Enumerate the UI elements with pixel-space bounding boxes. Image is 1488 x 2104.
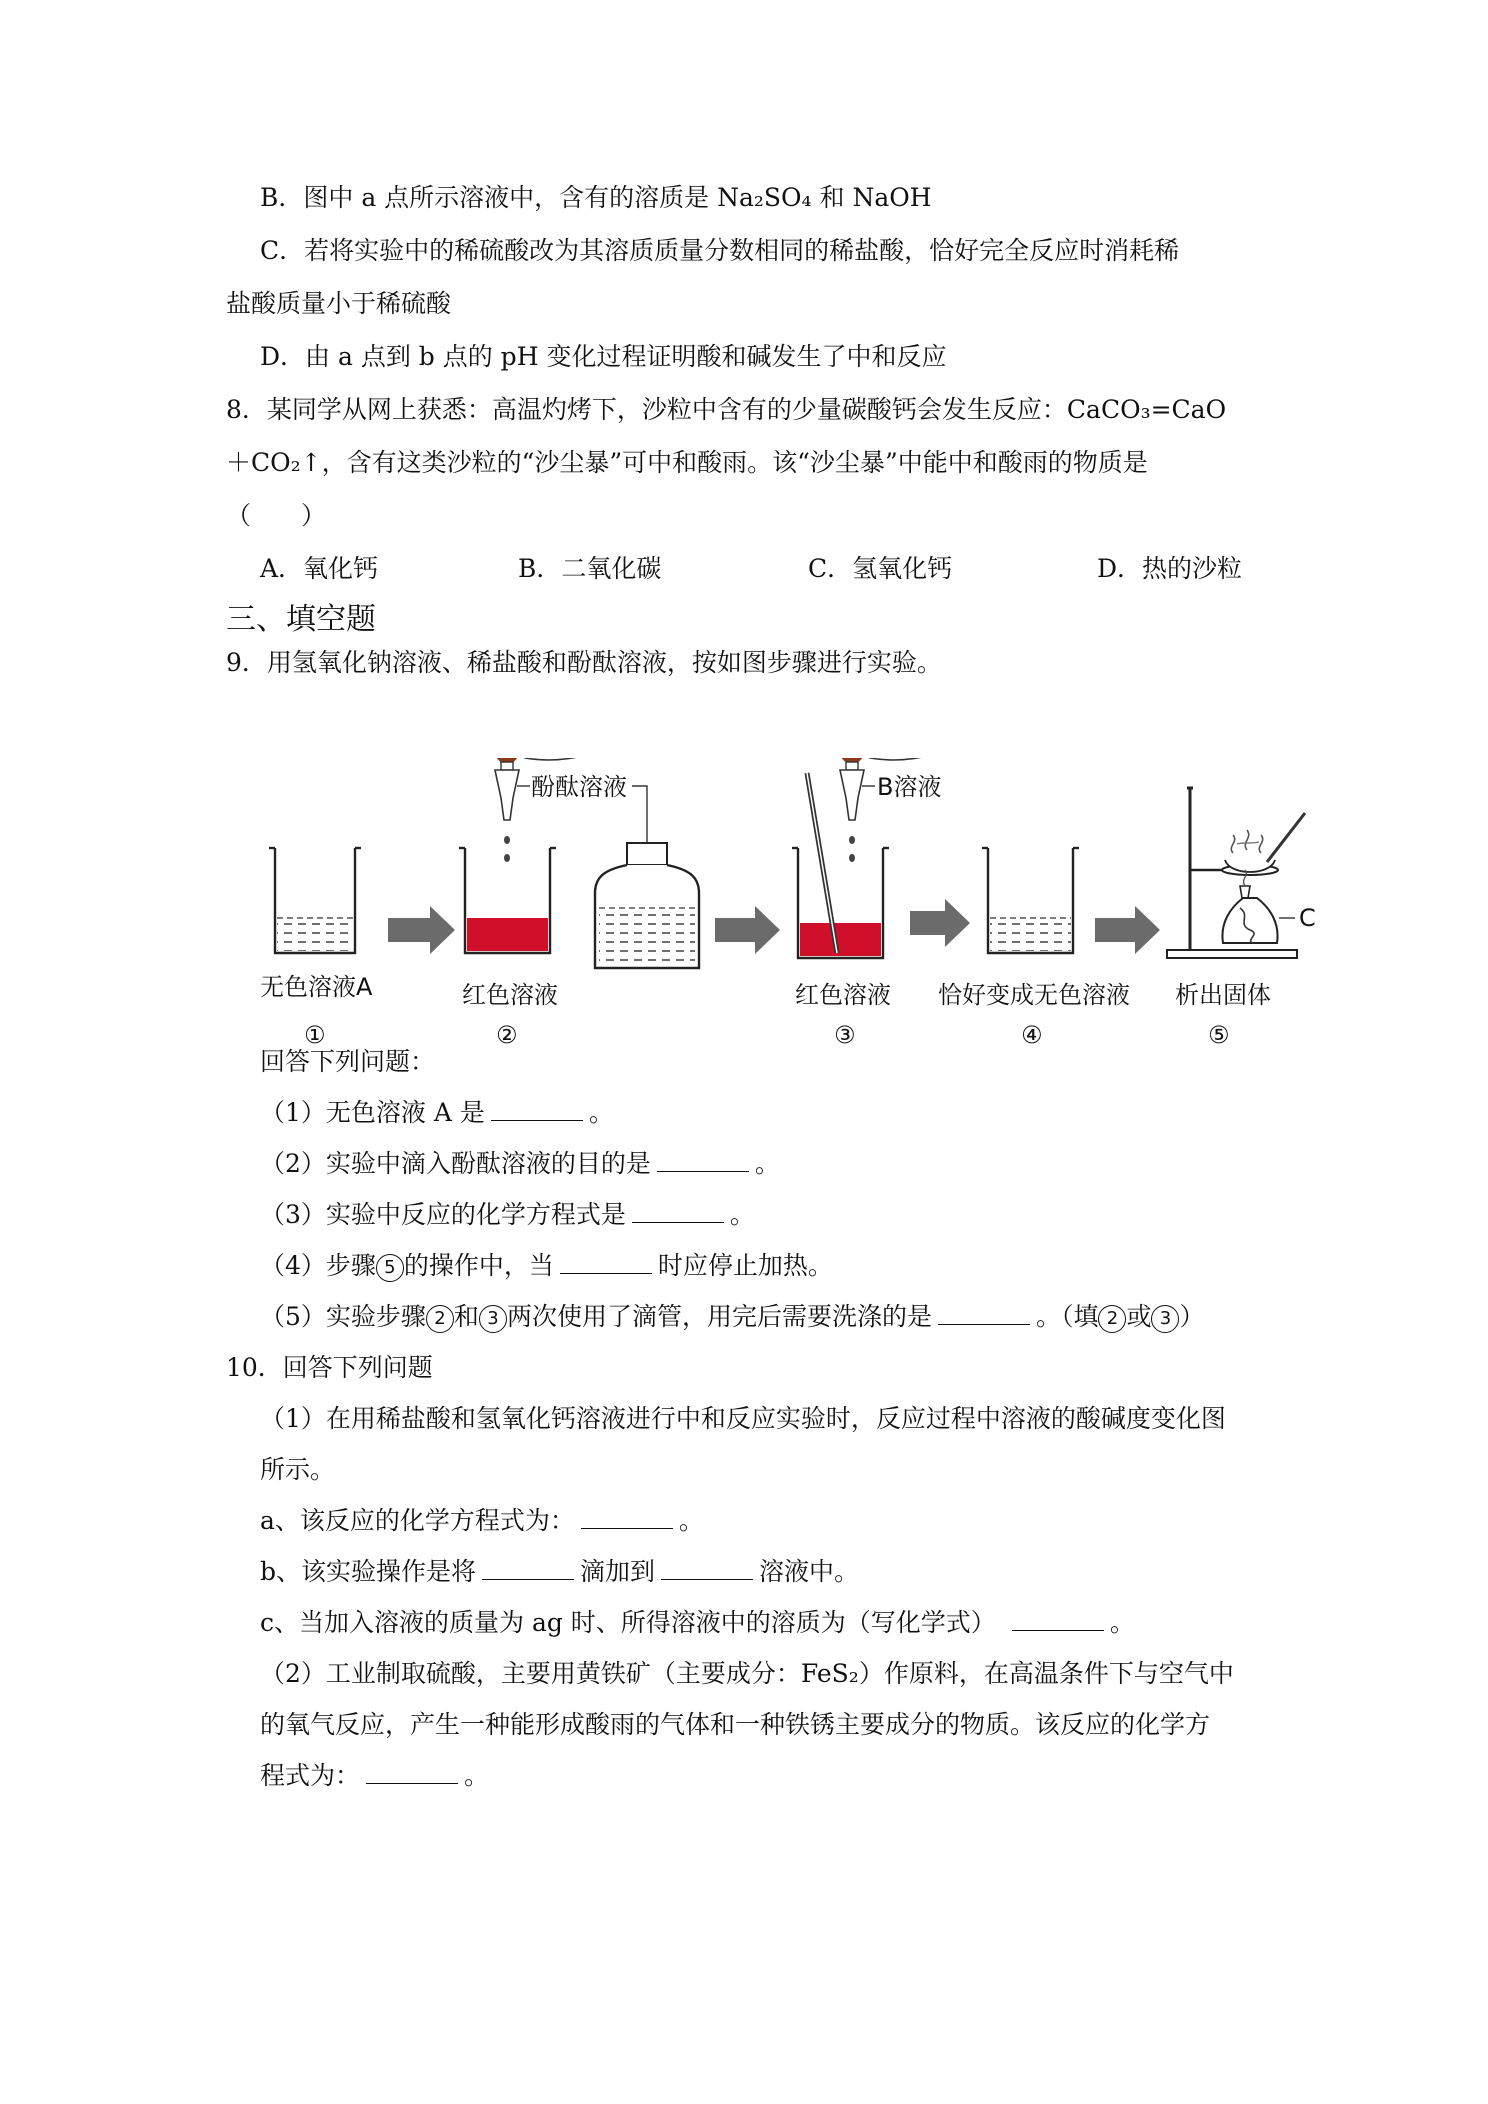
answer-blank[interactable]	[661, 1555, 753, 1580]
q8-answer-paren: （ ）	[226, 501, 327, 530]
answer-blank[interactable]	[491, 1096, 583, 1121]
q8-stem-line1: 8．某同学从网上获悉：高温灼烤下，沙粒中含有的少量碳酸钙会发生反应：CaCO₃=CaO	[226, 395, 1227, 424]
q10-part2-line2: 的氧气反应，产生一种能形成酸雨的气体和一种铁锈主要成分的物质。该反应的化学方	[260, 1710, 1211, 1739]
q7-option-b: B．图中 a 点所示溶液中，含有的溶质是 Na₂SO₄ 和 NaOH	[260, 183, 932, 212]
step-3-circled-choice: 3	[1151, 1305, 1179, 1333]
step-1-number: ①	[304, 1021, 326, 1049]
q10-c-end: 。	[1109, 1608, 1135, 1637]
q10-c-text: c、当加入溶液的质量为 ag 时、所得溶液中的溶质为（写化学式）	[260, 1608, 996, 1637]
arrow-2	[715, 906, 780, 954]
answer-blank[interactable]	[366, 1759, 458, 1784]
q8-stem-line2: ＋CO₂↑，含有这类沙粒的“沙尘暴”可中和酸雨。该“沙尘暴”中能中和酸雨的物质是	[226, 448, 1148, 477]
q9-sub4-end: 时应停止加热。	[657, 1251, 833, 1280]
q8-option-b: B．二氧化碳	[518, 554, 662, 583]
evaporation-setup	[1167, 788, 1305, 958]
q10-part1-line2: 所示。	[260, 1455, 336, 1484]
q9-sub2	[260, 1147, 780, 1181]
q9-sub5-or: 或	[1126, 1302, 1152, 1331]
q10-a	[260, 1504, 704, 1538]
answer-blank[interactable]	[560, 1249, 652, 1274]
answer-blank[interactable]	[632, 1198, 724, 1223]
q9-sub2-end: 。	[754, 1149, 780, 1178]
q9-sub4-text: （4）步骤	[260, 1251, 376, 1280]
q7-option-c-line2: 盐酸质量小于稀硫酸	[226, 289, 452, 318]
reagent-bottle	[595, 843, 699, 968]
beaker-3	[792, 773, 889, 958]
q10-b-text: b、该实验操作是将	[260, 1557, 477, 1586]
answer-blank[interactable]	[581, 1504, 673, 1529]
step-3-caption: 红色溶液	[795, 981, 891, 1009]
q8-option-a: A．氧化钙	[260, 554, 379, 583]
step-4-caption: 恰好变成无色溶液	[938, 981, 1130, 1009]
q9-sub5-close: ）	[1179, 1302, 1205, 1331]
q9-sub3	[260, 1198, 755, 1232]
q9-sub3-end: 。	[729, 1200, 755, 1229]
answer-blank[interactable]	[657, 1147, 749, 1172]
step-2-circled-choice: 2	[1098, 1305, 1126, 1333]
step-4-number: ④	[1021, 1021, 1043, 1049]
answer-blank[interactable]	[938, 1300, 1030, 1325]
step-3-circled: 3	[479, 1305, 507, 1333]
q10-part2-line3-end: 。	[464, 1761, 490, 1790]
q8-option-c: C．氢氧化钙	[808, 554, 953, 583]
q10-stem: 10．回答下列问题	[226, 1353, 433, 1382]
experiment-figure	[255, 758, 1335, 1058]
q9-sub2-text: （2）实验中滴入酚酞溶液的目的是	[260, 1149, 651, 1178]
q7-option-c-line1: C．若将实验中的稀硫酸改为其溶质质量分数相同的稀盐酸，恰好完全反应时消耗稀	[260, 236, 1180, 265]
answer-blank[interactable]	[1012, 1606, 1104, 1631]
q10-b-end: 溶液中。	[759, 1557, 860, 1586]
q10-a-end: 。	[678, 1506, 704, 1535]
section-heading: 三、填空题	[226, 602, 376, 637]
step-3-number: ③	[834, 1021, 856, 1049]
step-2-number: ②	[496, 1021, 518, 1049]
q9-sub4-mid: 的操作中，当	[403, 1251, 554, 1280]
q9-sub1-text: （1）无色溶液 A 是	[260, 1098, 485, 1127]
step-5-circled: 5	[376, 1254, 404, 1282]
arrow-1	[388, 906, 455, 954]
q10-c	[260, 1606, 1135, 1640]
q10-b	[260, 1555, 859, 1589]
step-2-circled: 2	[426, 1305, 454, 1333]
q7-option-d: D．由 a 点到 b 点的 pH 变化过程证明酸和碱发生了中和反应	[260, 342, 947, 371]
q9-sub5-mid: 两次使用了滴管，用完后需要洗涤的是	[506, 1302, 932, 1331]
q10-part2-line1: （2）工业制取硫酸，主要用黄铁矿（主要成分：FeS₂）作原料，在高温条件下与空气中	[260, 1659, 1234, 1688]
q9-prompt: 回答下列问题：	[260, 1047, 436, 1076]
beaker-4	[982, 848, 1079, 953]
q9-sub5-and: 和	[453, 1302, 479, 1331]
step-5-caption: 析出固体	[1175, 981, 1271, 1009]
q9-sub5-fill: 。（填	[1035, 1302, 1099, 1331]
q10-part2-line3	[260, 1759, 489, 1793]
beaker-1	[269, 848, 361, 953]
arrow-3	[910, 899, 970, 947]
step-2-caption: 红色溶液	[462, 981, 558, 1009]
q10-part1-line1: （1）在用稀盐酸和氢氧化钙溶液进行中和反应实验时，反应过程中溶液的酸碱度变化图	[260, 1404, 1226, 1433]
q9-sub1	[260, 1096, 614, 1130]
red-solution-3	[800, 923, 881, 956]
dropper-2-label: B溶液	[877, 773, 942, 801]
red-solution-2	[467, 918, 548, 951]
step-5-number: ⑤	[1208, 1021, 1230, 1049]
q9-sub3-text: （3）实验中反应的化学方程式是	[260, 1200, 626, 1229]
q9-sub4	[260, 1249, 833, 1283]
q9-sub5	[260, 1300, 1205, 1334]
q9-stem: 9．用氢氧化钠溶液、稀盐酸和酚酞溶液，按如图步骤进行实验。	[226, 648, 942, 677]
q8-option-d: D．热的沙粒	[1097, 554, 1243, 583]
q10-a-text: a、该反应的化学方程式为：	[260, 1506, 575, 1535]
q10-b-mid: 滴加到	[580, 1557, 656, 1586]
q9-sub5-text: （5）实验步骤	[260, 1302, 426, 1331]
q10-part2-line3-text: 程式为：	[260, 1761, 361, 1790]
beaker-2	[459, 848, 556, 953]
answer-blank[interactable]	[482, 1555, 574, 1580]
arrow-4	[1095, 906, 1160, 954]
q9-sub1-end: 。	[588, 1098, 614, 1127]
burner-label: C	[1299, 904, 1316, 932]
dropper-1-label: 酚酞溶液	[531, 773, 627, 801]
step-1-caption: 无色溶液A	[260, 973, 373, 1001]
